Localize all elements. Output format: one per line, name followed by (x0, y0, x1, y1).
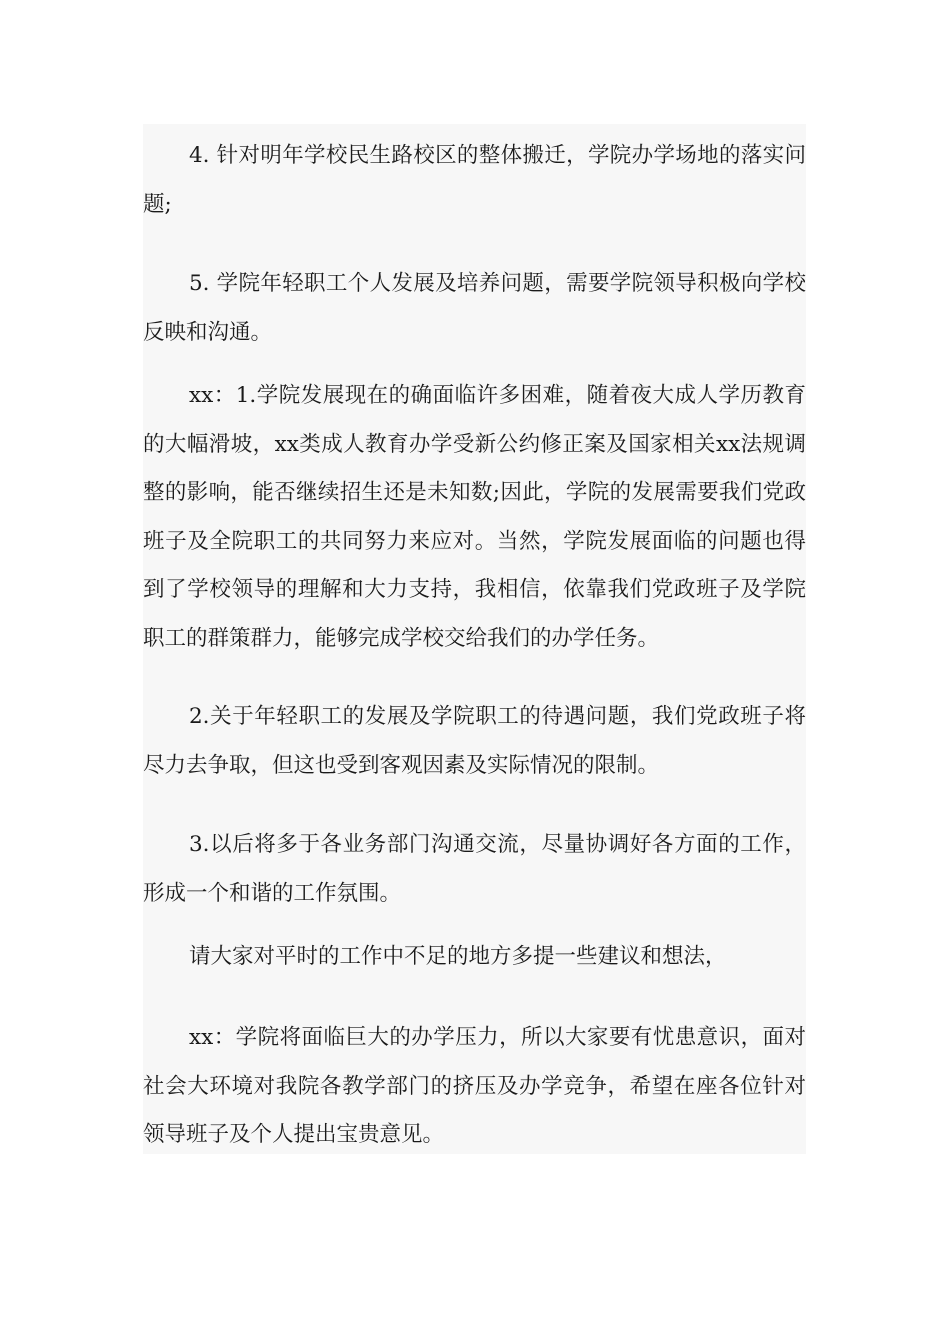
paragraph-response-2: 2.关于年轻职工的发展及学院职工的待遇问题，我们党政班子将尽力去争取，但这也受到客观因素及实际情况的限制。 (143, 704, 806, 778)
document-body (143, 124, 806, 1154)
paragraph-response-1: xx：1.学院发展现在的确面临许多困难，随着夜大成人学历教育的大幅滑坡，xx类成人教育办学受新公约修正案及国家相关xx法规调整的影响，能否继续招生还是未知数;因此，学院的发展需要我们党政班子及全院职工的共同努力来应对。当然，学院发展面临的问题也得到了学校领导的理解和大力支持，我相信，依靠我们党政班子及学院职工的群策群力，能够完成学校交给我们的办学任务。 (143, 383, 806, 651)
paragraph-response-3: 3.以后将多于各业务部门沟通交流，尽量协调好各方面的工作，形成一个和谐的工作氛围。 (143, 832, 806, 906)
paragraph-campus-relocation: 4. 针对明年学校民生路校区的整体搬迁，学院办学场地的落实问题; (143, 143, 806, 217)
paragraph-young-staff: 5. 学院年轻职工个人发展及培养问题，需要学院领导积极向学校反映和沟通。 (143, 271, 806, 345)
paragraph-closing-remarks: xx：学院将面临巨大的办学压力，所以大家要有忧患意识，面对社会大环境对我院各教学部门的挤压及办学竞争，希望在座各位针对领导班子及个人提出宝贵意见。 (143, 1025, 806, 1147)
paragraph-request-suggestions: 请大家对平时的工作中不足的地方多提一些建议和想法， (189, 944, 727, 969)
